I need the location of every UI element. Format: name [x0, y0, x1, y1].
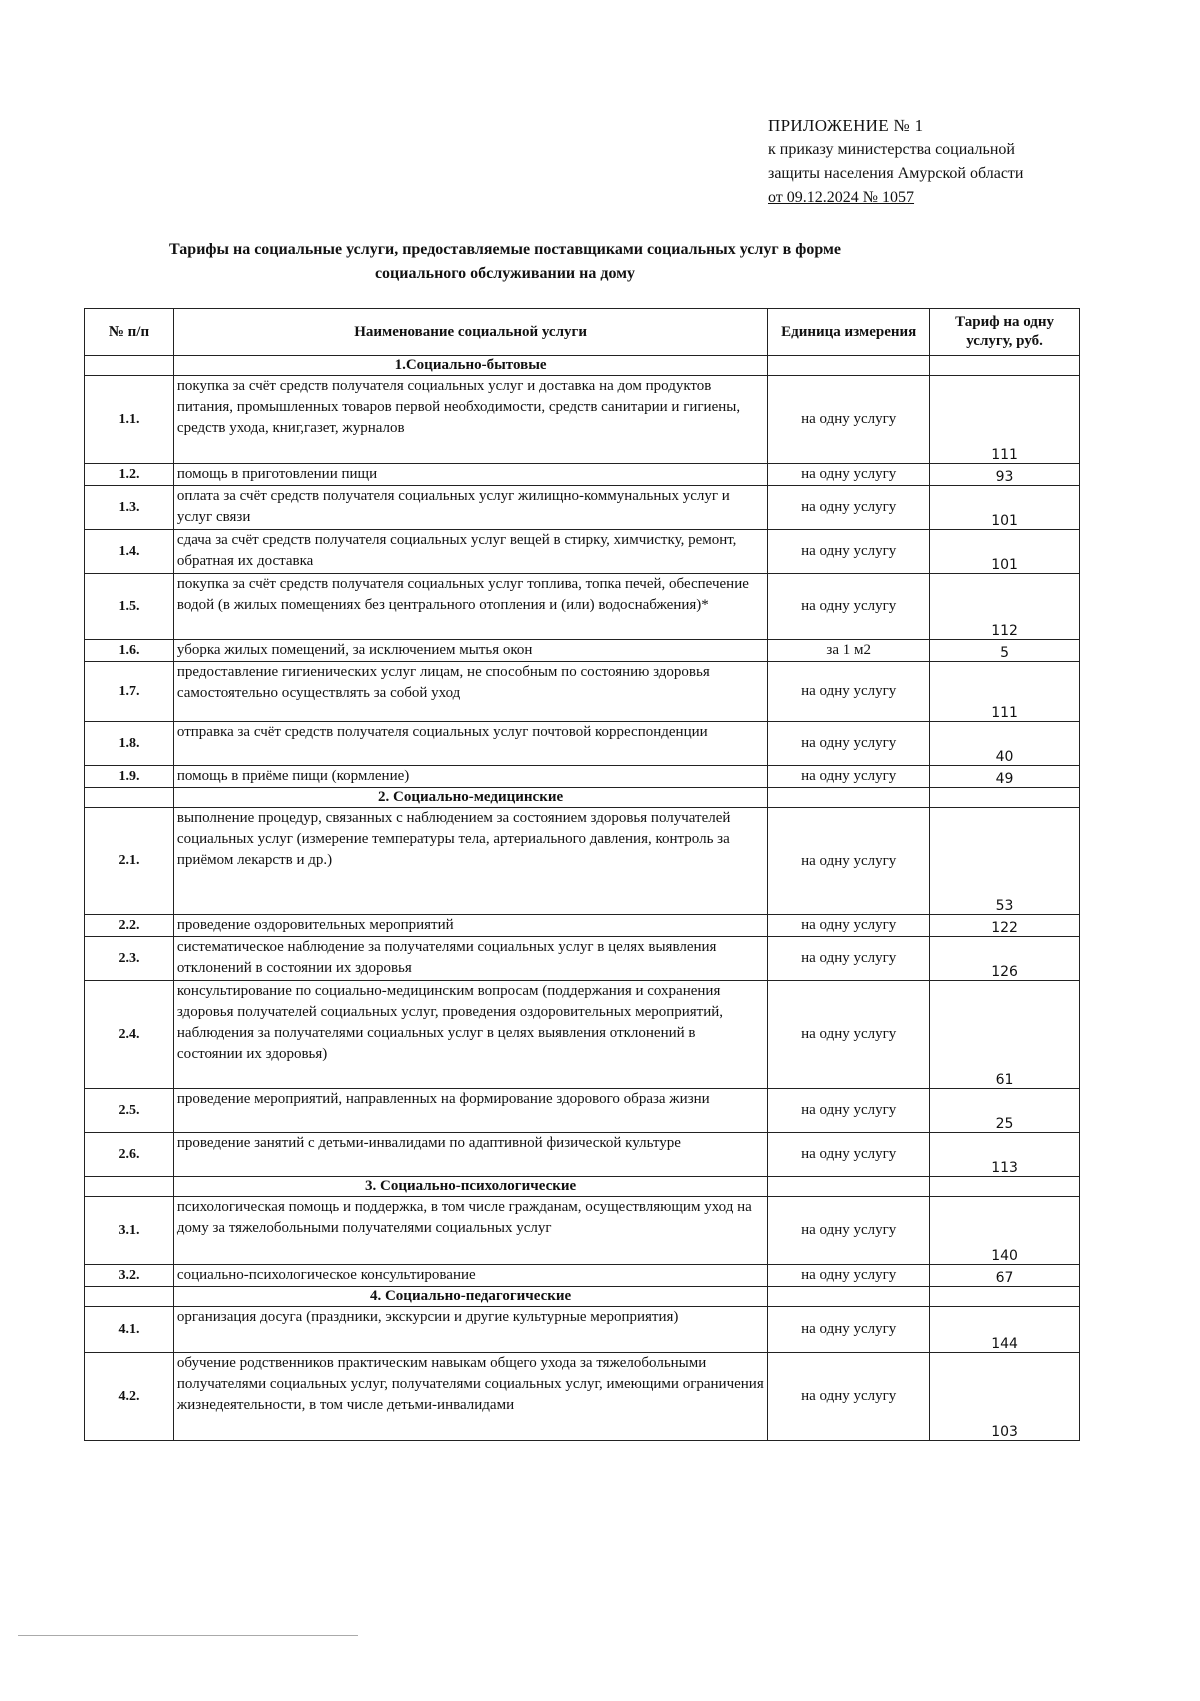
- table-row: [85, 640, 1080, 662]
- tariff-value: 111: [930, 376, 1080, 464]
- row-number: 1.1.: [85, 376, 174, 464]
- section-unit-cell: [768, 1287, 930, 1307]
- table-row: [85, 376, 1080, 464]
- row-number: 1.4.: [85, 530, 174, 574]
- appendix-title: ПРИЛОЖЕНИЕ № 1: [768, 116, 924, 135]
- unit-of-measure: на одну услугу: [768, 530, 930, 574]
- row-number: 2.2.: [85, 915, 174, 937]
- row-number: 1.9.: [85, 766, 174, 788]
- table-row: [85, 937, 1080, 981]
- table-row: [85, 486, 1080, 530]
- table-row: [85, 766, 1080, 788]
- row-number: 1.6.: [85, 640, 174, 662]
- tariff-value: 126: [930, 937, 1080, 981]
- row-number: 3.2.: [85, 1265, 174, 1287]
- row-number: 1.3.: [85, 486, 174, 530]
- tariff-value: 101: [930, 530, 1080, 574]
- header-num: № п/п: [85, 309, 174, 356]
- service-name: покупка за счёт средств получателя социальных услуг топлива, топка печей, обеспечение водой (в жилых помещениях без центрального отопления и (или) водоснабжения)*: [173, 574, 767, 640]
- section-unit-cell: [768, 1177, 930, 1197]
- table-row: [85, 1307, 1080, 1353]
- section-row: [85, 1287, 1080, 1307]
- unit-of-measure: за 1 м2: [768, 640, 930, 662]
- service-name: выполнение процедур, связанных с наблюдением за состоянием здоровья получателей социальных услуг (измерение температуры тела, артериального давления, контроль за приёмом лекарств и др.): [173, 808, 767, 915]
- tariff-value: 122: [930, 915, 1080, 937]
- service-name: психологическая помощь и поддержка, в том числе гражданам, осуществляющим уход на дому за тяжелобольными получателями социальных услуг: [173, 1197, 767, 1265]
- tariff-value: 101: [930, 486, 1080, 530]
- service-name: оплата за счёт средств получателя социальных услуг жилищно-коммунальных услуг и услуг связи: [173, 486, 767, 530]
- document-title-line-1: Тарифы на социальные услуги, предоставляемые поставщиками социальных услуг в форме: [169, 241, 841, 258]
- unit-of-measure: на одну услугу: [768, 1197, 930, 1265]
- table-body: [85, 356, 1080, 1441]
- service-name: организация досуга (праздники, экскурсии и другие культурные мероприятия): [173, 1307, 767, 1353]
- section-num-cell: [85, 788, 174, 808]
- unit-of-measure: на одну услугу: [768, 486, 930, 530]
- unit-of-measure: на одну услугу: [768, 1265, 930, 1287]
- row-number: 1.7.: [85, 662, 174, 722]
- service-name: социально-психологическое консультирование: [173, 1265, 767, 1287]
- service-name: помощь в приготовлении пищи: [173, 464, 767, 486]
- service-name: помощь в приёме пищи (кормление): [173, 766, 767, 788]
- scan-artifact-line: [18, 1635, 358, 1636]
- table-row: [85, 574, 1080, 640]
- table-row: [85, 464, 1080, 486]
- tariff-value: 53: [930, 808, 1080, 915]
- tariff-value: 113: [930, 1133, 1080, 1177]
- row-number: 4.1.: [85, 1307, 174, 1353]
- section-title: 2. Социально-медицинские: [173, 788, 767, 808]
- section-num-cell: [85, 356, 174, 376]
- service-name: проведение занятий с детьми-инвалидами по адаптивной физической культуре: [173, 1133, 767, 1177]
- unit-of-measure: на одну услугу: [768, 1089, 930, 1133]
- unit-of-measure: на одну услугу: [768, 662, 930, 722]
- section-row: [85, 788, 1080, 808]
- service-name: уборка жилых помещений, за исключением мытья окон: [173, 640, 767, 662]
- table-row: [85, 530, 1080, 574]
- table-row: [85, 1089, 1080, 1133]
- table-header-row: [85, 309, 1080, 356]
- section-row: [85, 356, 1080, 376]
- row-number: 1.5.: [85, 574, 174, 640]
- section-tariff-cell: [930, 1287, 1080, 1307]
- service-name: проведение мероприятий, направленных на формирование здорового образа жизни: [173, 1089, 767, 1133]
- appendix-line-1: к приказу министерства социальной: [768, 141, 1015, 158]
- header-name: Наименование социальной услуги: [173, 309, 767, 356]
- appendix-line-2: защиты населения Амурской области: [768, 165, 1024, 182]
- table-row: [85, 915, 1080, 937]
- service-name: систематическое наблюдение за получателями социальных услуг в целях выявления отклонений в состоянии их здоровья: [173, 937, 767, 981]
- row-number: 1.8.: [85, 722, 174, 766]
- unit-of-measure: на одну услугу: [768, 1133, 930, 1177]
- section-title: 3. Социально-психологические: [173, 1177, 767, 1197]
- tariff-value: 93: [930, 464, 1080, 486]
- tariff-value: 112: [930, 574, 1080, 640]
- section-row: [85, 1177, 1080, 1197]
- row-number: 4.2.: [85, 1353, 174, 1441]
- section-title: 1.Социально-бытовые: [173, 356, 767, 376]
- table-row: [85, 1265, 1080, 1287]
- service-name: отправка за счёт средств получателя социальных услуг почтовой корреспонденции: [173, 722, 767, 766]
- appendix-header: [768, 114, 1023, 210]
- header-unit: Единица измерения: [768, 309, 930, 356]
- row-number: 2.3.: [85, 937, 174, 981]
- section-num-cell: [85, 1287, 174, 1307]
- tariff-value: 103: [930, 1353, 1080, 1441]
- unit-of-measure: на одну услугу: [768, 915, 930, 937]
- tariff-value: 49: [930, 766, 1080, 788]
- service-name: предоставление гигиенических услуг лицам, не способным по состоянию здоровья самостоятельно осуществлять за собой уход: [173, 662, 767, 722]
- table-row: [85, 1353, 1080, 1441]
- table-row: [85, 1133, 1080, 1177]
- unit-of-measure: на одну услугу: [768, 376, 930, 464]
- tariff-value: 40: [930, 722, 1080, 766]
- unit-of-measure: на одну услугу: [768, 766, 930, 788]
- section-tariff-cell: [930, 1177, 1080, 1197]
- unit-of-measure: на одну услугу: [768, 808, 930, 915]
- header-tariff: Тариф на одну услугу, руб.: [930, 309, 1080, 356]
- section-tariff-cell: [930, 356, 1080, 376]
- table-row: [85, 662, 1080, 722]
- section-unit-cell: [768, 356, 930, 376]
- row-number: 1.2.: [85, 464, 174, 486]
- section-num-cell: [85, 1177, 174, 1197]
- tariff-value: 140: [930, 1197, 1080, 1265]
- unit-of-measure: на одну услугу: [768, 574, 930, 640]
- row-number: 2.6.: [85, 1133, 174, 1177]
- tariff-value: 5: [930, 640, 1080, 662]
- document-title-line-2: социального обслуживании на дому: [374, 265, 636, 282]
- service-name: сдача за счёт средств получателя социальных услуг вещей в стирку, химчистку, ремонт, обратная их доставка: [173, 530, 767, 574]
- tariff-value: 61: [930, 981, 1080, 1089]
- tariff-value: 67: [930, 1265, 1080, 1287]
- row-number: 2.5.: [85, 1089, 174, 1133]
- appendix-order: от 09.12.2024 № 1057: [768, 189, 915, 206]
- row-number: 2.1.: [85, 808, 174, 915]
- unit-of-measure: на одну услугу: [768, 981, 930, 1089]
- service-name: проведение оздоровительных мероприятий: [173, 915, 767, 937]
- tariff-value: 25: [930, 1089, 1080, 1133]
- service-name: покупка за счёт средств получателя социальных услуг и доставка на дом продуктов питания, промышленных товаров первой необходимости, средств санитарии и гигиены, средств ухода, книг,газет, журналов: [173, 376, 767, 464]
- section-title: 4. Социально-педагогические: [173, 1287, 767, 1307]
- tariff-value: 144: [930, 1307, 1080, 1353]
- unit-of-measure: на одну услугу: [768, 464, 930, 486]
- row-number: 3.1.: [85, 1197, 174, 1265]
- section-unit-cell: [768, 788, 930, 808]
- service-name: обучение родственников практическим навыкам общего ухода за тяжелобольными получателями социальных услуг, получателями социальных услуг, имеющими ограничения жизнедеятельности, в том числе детьми-инвалидами: [173, 1353, 767, 1441]
- service-name: консультирование по социально-медицинским вопросам (поддержания и сохранения здоровья получателей социальных услуг, проведения оздоровительных мероприятий, наблюдения за получателями социальных услуг в целях выявления отклонений в состоянии их здоровья): [173, 981, 767, 1089]
- row-number: 2.4.: [85, 981, 174, 1089]
- unit-of-measure: на одну услугу: [768, 1307, 930, 1353]
- unit-of-measure: на одну услугу: [768, 1353, 930, 1441]
- unit-of-measure: на одну услугу: [768, 937, 930, 981]
- document-title: [95, 238, 915, 286]
- section-tariff-cell: [930, 788, 1080, 808]
- tariff-value: 111: [930, 662, 1080, 722]
- tariffs-table: [84, 308, 1080, 1441]
- table-row: [85, 808, 1080, 915]
- unit-of-measure: на одну услугу: [768, 722, 930, 766]
- table-row: [85, 981, 1080, 1089]
- table-row: [85, 722, 1080, 766]
- table-row: [85, 1197, 1080, 1265]
